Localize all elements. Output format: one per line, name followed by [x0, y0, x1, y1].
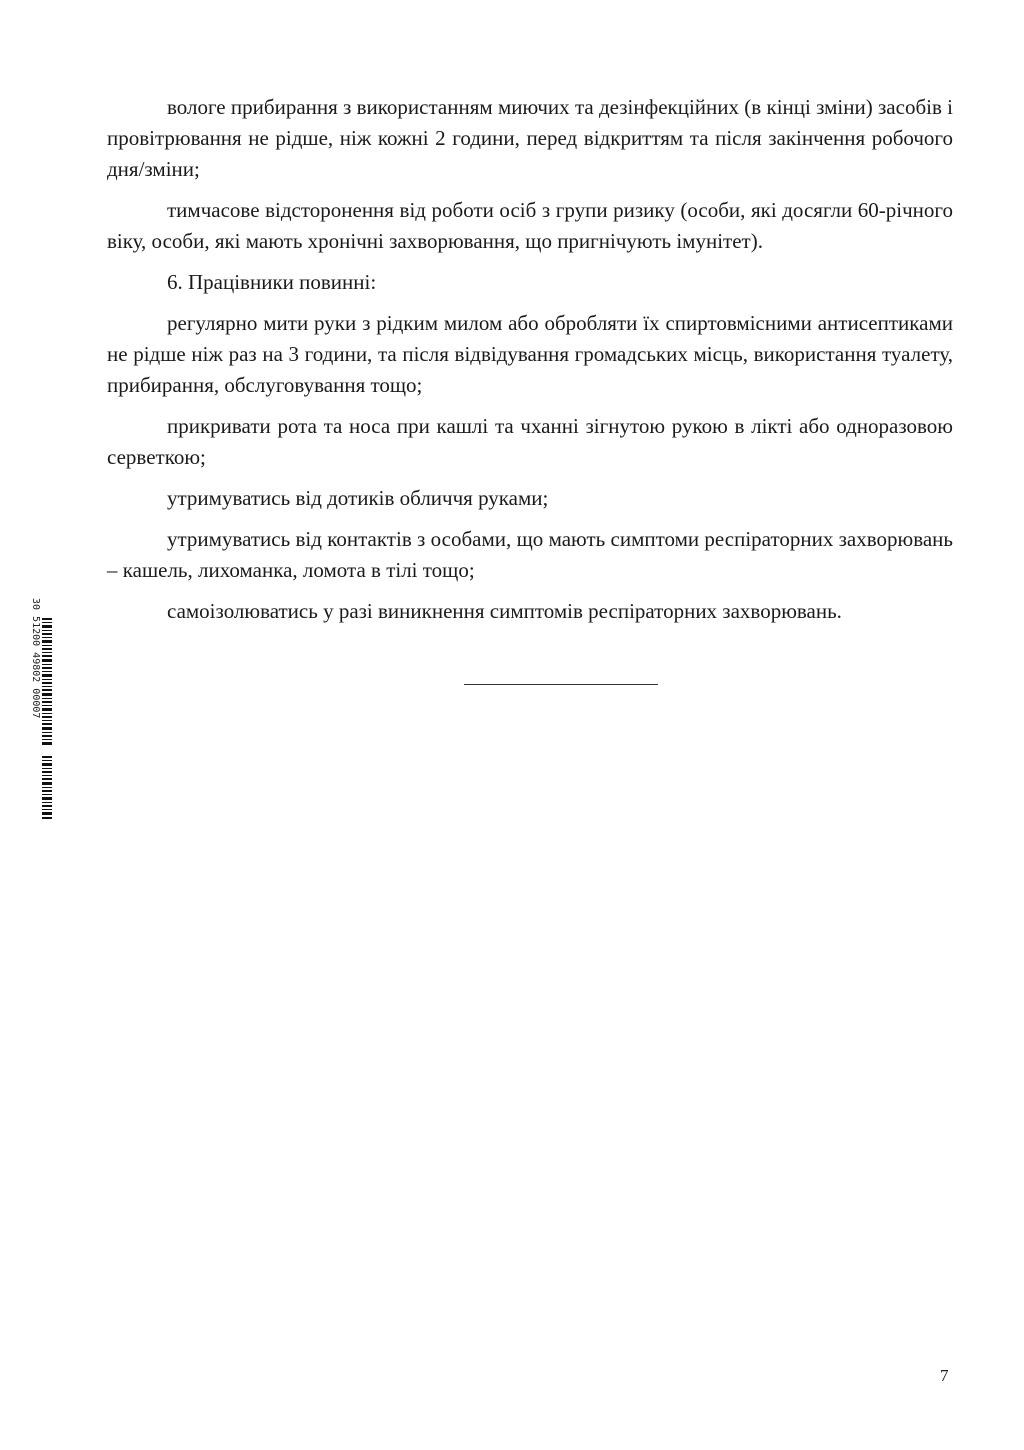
- paragraph-cover-mouth: прикривати рота та носа при кашлі та чханні зігнутою рукою в лікті або одноразовою серветкою;: [107, 414, 953, 469]
- paragraph-risk-group: тимчасове відсторонення від роботи осіб з групи ризику (особи, які досягли 60-річного віку, особи, які мають хронічні захворювання, що пригнічують імунітет).: [107, 198, 953, 253]
- paragraph-self-isolate: самоізолюватись у разі виникнення симптомів респіраторних захворювань.: [167, 599, 842, 623]
- barcode-number: 30 51200 49802 00007: [30, 598, 41, 719]
- end-divider-line: [464, 684, 658, 685]
- paragraph-section-6-heading: 6. Працівники повинні:: [167, 270, 377, 294]
- paragraph-avoid-contacts: утримуватись від контактів з особами, що мають симптоми респіраторних захворювань – кашель, лихоманка, ломота в тілі тощо;: [107, 527, 953, 582]
- document-body: [107, 92, 953, 637]
- page-number: 7: [940, 1366, 949, 1385]
- paragraph-wash-hands: регулярно мити руки з рідким милом або обробляти їх спиртовмісними антисептиками не рідше ніж раз на 3 години, та після відвідування громадських місць, використання туалету, прибирання, обслуговування тощо;: [107, 311, 953, 397]
- paragraph-wet-cleaning: вологе прибирання з використанням миючих та дезінфекційних (в кінці зміни) засобів і провітрювання не рідше, ніж кожні 2 години, перед відкриттям та після закінчення робочого дня/зміни;: [107, 95, 953, 181]
- paragraph-avoid-touching-face: утримуватись від дотиків обличчя руками;: [167, 486, 549, 510]
